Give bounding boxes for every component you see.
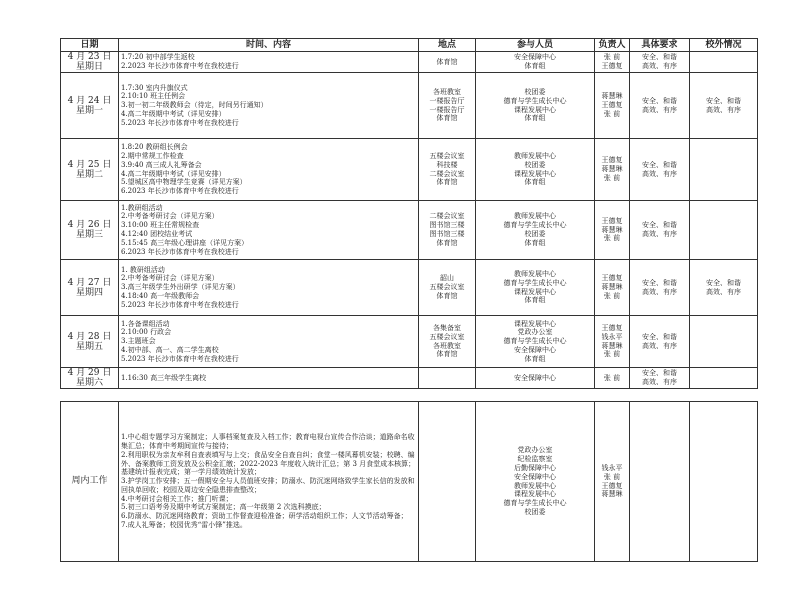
participant-entry: 体育组 — [524, 178, 546, 187]
requirement-entry: 高效、有序 — [642, 378, 677, 386]
header-date: 日期 — [61, 39, 119, 52]
participant-entry: 德育与学生成长中心 — [503, 278, 567, 287]
week-participant-entry: 后勤保障中心 — [514, 463, 556, 472]
header-place: 地点 — [419, 39, 476, 52]
day-weekday: 星期日 — [75, 62, 103, 72]
day-owners-cell — [595, 139, 630, 201]
schedule-item: 5.望城区高中物理学生竞赛（详见方案） — [121, 178, 247, 187]
day-items-cell — [119, 139, 419, 201]
schedule-item: 2.10:00 行政会 — [121, 328, 172, 337]
day-row — [61, 368, 758, 389]
day-date: 4 月 27 日 — [67, 277, 112, 288]
day-weekday: 星期五 — [75, 341, 103, 352]
place-entry: 各班教室 — [433, 341, 461, 350]
day-participants-cell — [476, 368, 595, 389]
owner-entry: 蒋慧琳 — [601, 92, 623, 101]
owner-entry: 钱永平 — [601, 332, 623, 341]
schedule-item: 1.8:20 教研组长例会 — [121, 143, 188, 152]
day-outside-cell — [690, 260, 758, 316]
day-date: 4 月 29 日 — [67, 368, 112, 378]
place-entry: 图书馆三楼 — [429, 230, 465, 238]
header-owner: 负责人 — [595, 39, 630, 52]
participant-entry: 课程发展中心 — [514, 319, 556, 328]
place-entry: 五楼会议室 — [429, 283, 465, 292]
day-items-cell — [119, 52, 419, 73]
day-participants-cell — [476, 260, 595, 316]
owner-entry: 张 前 — [603, 291, 621, 300]
requirement-entry: 高效、有序 — [642, 105, 677, 114]
day-weekday: 星期三 — [75, 230, 103, 240]
day-outside-cell — [690, 368, 758, 389]
requirement-entry: 高效、有序 — [642, 230, 677, 238]
participant-entry: 教师发展中心 — [514, 269, 556, 278]
day-weekday: 星期二 — [75, 169, 103, 180]
schedule-item: 4.18:40 高一年级教师会 — [121, 291, 200, 300]
week-participant-entry: 党政办公室 — [517, 446, 553, 455]
day-items-cell — [119, 73, 419, 139]
participant-entry: 安全保障中心 — [514, 345, 556, 354]
week-work-item: 2.利用职权为亲友牟利自查表填写与上交；食品安全自查自纠；食堂一楼风幕机安装；校聘、编外、备案教师工资发放及公积金汇缴；2022-2023 年度收入统计汇总；第 3 月食堂成本核算；基建统计报表完成；第一学月绩效统计发放； — [121, 450, 416, 477]
requirement-entry: 高效、有序 — [642, 341, 677, 350]
week-participant-entry: 教师发展中心 — [514, 481, 556, 490]
schedule-item: 1.各备课组活动 — [121, 319, 170, 328]
outside-entry: 高效、有序 — [706, 287, 741, 296]
day-date-cell — [61, 139, 119, 201]
day-requirements-cell — [630, 139, 690, 201]
schedule-item: 5.2023 年长沙市体育中考在我校进行 — [121, 118, 239, 127]
place-entry: 韶山 — [440, 274, 454, 283]
day-weekday: 星期六 — [75, 378, 103, 388]
place-entry: 各集备室 — [433, 323, 461, 332]
day-date: 4 月 24 日 — [67, 95, 112, 106]
day-items-cell — [119, 201, 419, 260]
week-owner-entry: 蒋慧琳 — [601, 490, 623, 499]
day-date: 4 月 23 日 — [67, 52, 112, 62]
day-outside-cell — [690, 73, 758, 139]
day-places-cell — [419, 52, 476, 73]
participant-entry: 德育与学生成长中心 — [503, 337, 567, 346]
owner-entry: 王德复 — [601, 62, 623, 70]
schedule-item: 4.高二年级期中考试（详见安排） — [121, 109, 226, 118]
schedule-item: 1.7:20 初中部学生返校 — [121, 53, 195, 62]
requirement-entry: 安全、和谐 — [642, 221, 677, 230]
owner-entry: 王德复 — [601, 101, 623, 110]
week-owner-entry: 钱永平 — [601, 463, 623, 472]
place-entry: 体育馆 — [436, 350, 458, 359]
schedule-item: 4.高二年级期中考试（详见安排） — [121, 169, 226, 178]
day-requirements-cell — [630, 73, 690, 139]
day-outside-cell — [690, 316, 758, 368]
header-row — [61, 39, 758, 52]
owner-entry: 蒋慧琳 — [601, 165, 623, 174]
requirement-entry: 安全、和谐 — [642, 96, 677, 105]
schedule-item: 5.2023 年长沙市体育中考在我校进行 — [121, 300, 239, 309]
schedule-item: 1.7:30 室内升旗仪式 — [121, 83, 188, 92]
day-date: 4 月 28 日 — [67, 331, 112, 342]
day-participants-cell — [476, 139, 595, 201]
owner-entry: 张 前 — [603, 53, 621, 62]
owner-entry: 王德复 — [601, 156, 623, 165]
day-weekday: 星期四 — [75, 287, 103, 298]
daily-schedule-table — [60, 38, 758, 389]
place-entry: 一楼报告厅 — [429, 96, 465, 105]
requirement-entry: 高效、有序 — [642, 169, 677, 178]
week-work-item: 4.中考研讨会相关工作；推门听课； — [121, 494, 233, 503]
schedule-item: 2.中考备考研讨会（详见方案） — [121, 274, 219, 283]
week-work-item: 1.中心组专题学习方案制定；人事档案复查及入档工作；教育电视台宣传合作洽谈；道路命名收集汇总；体育中考期间宣传与接待； — [121, 433, 415, 450]
days-body — [61, 52, 758, 389]
outside-entry: 安全、和谐 — [706, 96, 741, 105]
owner-entry: 张 前 — [603, 173, 621, 182]
schedule-item: 4.12:40 团校结业考试 — [121, 230, 193, 238]
schedule-item: 2.中考备考研讨会（详见方案） — [121, 212, 219, 221]
participant-entry: 安全保障中心 — [514, 373, 556, 382]
day-places-cell — [419, 139, 476, 201]
requirement-entry: 高效、有序 — [642, 62, 677, 70]
day-date-cell — [61, 260, 119, 316]
week-participant-entry: 校团委 — [524, 507, 546, 516]
header-requirement: 具体要求 — [630, 39, 690, 52]
participant-entry: 课程发展中心 — [514, 169, 556, 178]
week-owner-entry: 王德复 — [601, 481, 623, 490]
day-row — [61, 316, 758, 368]
week-work-requirement — [630, 402, 690, 562]
place-entry: 各班教室 — [433, 87, 461, 96]
schedule-item: 2.期中常规工作检查 — [121, 151, 184, 160]
requirement-entry: 高效、有序 — [642, 287, 677, 296]
day-row — [61, 52, 758, 73]
participant-entry: 校团委 — [524, 87, 546, 96]
place-entry: 体育馆 — [436, 238, 458, 247]
participant-entry: 德育与学生成长中心 — [503, 221, 567, 230]
day-outside-cell — [690, 52, 758, 73]
place-entry: 五楼会议室 — [429, 151, 465, 160]
day-participants-cell — [476, 52, 595, 73]
day-places-cell — [419, 260, 476, 316]
requirement-entry: 安全、和谐 — [642, 332, 677, 341]
day-items-cell — [119, 260, 419, 316]
week-participant-entry: 安全保障中心 — [514, 472, 556, 481]
schedule-item: 5.2023 年长沙市体育中考在我校进行 — [121, 354, 239, 363]
owner-entry: 王德复 — [601, 216, 623, 225]
owner-entry: 蒋慧琳 — [601, 225, 623, 234]
place-entry: 二楼会议室 — [429, 169, 465, 178]
participant-entry: 体育组 — [524, 354, 546, 363]
schedule-item: 2.10:10 班主任例会 — [121, 92, 186, 101]
day-requirements-cell — [630, 368, 690, 389]
day-requirements-cell — [630, 201, 690, 260]
owner-entry: 王德复 — [601, 323, 623, 332]
owner-entry: 王德复 — [601, 274, 623, 283]
owner-entry: 蒋慧琳 — [601, 283, 623, 292]
owner-entry: 张 前 — [603, 234, 621, 243]
schedule-item: 3.10:00 班主任常规检查 — [121, 221, 200, 230]
week-work-item: 3.护学岗工作安排；五一假期安全与人员值班安排；防溺水、防沉迷网络致学生家长信的发放和回执单回收；校园及周边安全隐患排查整改； — [121, 477, 415, 494]
week-work-item: 6.防溺水、防沉迷网络教育；资助工作督查迎检准备；研学活动组织工作；人文节活动筹备； — [121, 512, 408, 521]
day-requirements-cell — [630, 316, 690, 368]
place-entry: 二楼会议室 — [429, 212, 465, 221]
week-work-owners — [595, 402, 630, 562]
place-entry: 体育馆 — [436, 57, 458, 66]
week-work-label: 周内工作 — [61, 402, 119, 562]
day-requirements-cell — [630, 52, 690, 73]
owner-entry: 蒋慧琳 — [601, 341, 623, 350]
schedule-item: 3.高三年级学生外出研学（详见方案） — [121, 283, 240, 292]
participant-entry: 体育组 — [524, 114, 546, 123]
participant-entry: 体育组 — [524, 62, 546, 70]
place-entry: 体育馆 — [436, 178, 458, 187]
day-date-cell — [61, 368, 119, 389]
day-row — [61, 73, 758, 139]
day-owners-cell — [595, 73, 630, 139]
place-entry: 体育馆 — [436, 291, 458, 300]
day-weekday: 星期一 — [75, 105, 103, 116]
week-work-outside — [690, 402, 758, 562]
place-entry: 一楼报告厅 — [429, 105, 465, 114]
day-participants-cell — [476, 316, 595, 368]
day-date-cell — [61, 201, 119, 260]
week-work-table — [60, 401, 758, 562]
day-owners-cell — [595, 52, 630, 73]
participant-entry: 德育与学生成长中心 — [503, 96, 567, 105]
day-participants-cell — [476, 73, 595, 139]
participant-entry: 体育组 — [524, 238, 546, 247]
day-places-cell — [419, 201, 476, 260]
schedule-item: 4.初中部、高一、高二学生离校 — [121, 345, 219, 354]
owner-entry: 张 前 — [603, 350, 621, 359]
requirement-entry: 安全、和谐 — [642, 278, 677, 287]
participant-entry: 党政办公室 — [517, 328, 553, 337]
requirement-entry: 安全、和谐 — [642, 53, 677, 62]
day-row — [61, 139, 758, 201]
week-work-row — [61, 402, 758, 562]
day-owners-cell — [595, 260, 630, 316]
schedule-item: 1. 教研组活动 — [121, 265, 165, 274]
participant-entry: 校团委 — [524, 160, 546, 169]
header-participants: 参与人员 — [476, 39, 595, 52]
outside-entry: 安全、和谐 — [706, 278, 741, 287]
week-work-place — [419, 402, 476, 562]
week-work-participants — [476, 402, 595, 562]
schedule-item: 3.主题班会 — [121, 337, 156, 346]
participant-entry: 教师发展中心 — [514, 212, 556, 221]
outside-entry: 高效、有序 — [706, 105, 741, 114]
day-places-cell — [419, 368, 476, 389]
day-owners-cell — [595, 201, 630, 260]
participant-entry: 课程发展中心 — [514, 105, 556, 114]
place-entry: 图书馆三楼 — [429, 221, 465, 230]
participant-entry: 课程发展中心 — [514, 287, 556, 296]
place-entry: 体育馆 — [436, 114, 458, 123]
owner-entry: 张 前 — [603, 373, 621, 382]
schedule-item: 3.9:40 高三成人礼筹备会 — [121, 160, 202, 169]
place-entry: 科技楼 — [436, 160, 458, 169]
week-participant-entry: 德育与学生成长中心 — [503, 499, 567, 508]
day-places-cell — [419, 316, 476, 368]
requirement-entry: 安全、和谐 — [642, 160, 677, 169]
day-participants-cell — [476, 201, 595, 260]
participant-entry: 安全保障中心 — [514, 53, 556, 62]
day-items-cell — [119, 368, 419, 389]
owner-entry: 张 前 — [603, 109, 621, 118]
schedule-item: 5.15:45 高三年级心理讲座（详见方案） — [121, 238, 249, 247]
participant-entry: 体育组 — [524, 296, 546, 305]
day-row — [61, 260, 758, 316]
day-outside-cell — [690, 139, 758, 201]
place-entry: 五楼会议室 — [429, 332, 465, 341]
day-owners-cell — [595, 316, 630, 368]
week-work-item: 7.成人礼筹备；校园优秀“雷小锋”推选。 — [121, 521, 247, 530]
week-work-item: 5.初三口语考务及期中考试方案制定；高一年级第 2 次选科摸底； — [121, 503, 326, 512]
schedule-item: 2.2023 年长沙市体育中考在我校进行 — [121, 62, 239, 70]
week-work-items — [119, 402, 419, 562]
day-row — [61, 201, 758, 260]
schedule-sheet — [60, 38, 757, 562]
day-requirements-cell — [630, 260, 690, 316]
day-date-cell — [61, 52, 119, 73]
schedule-item: 6.2023 年长沙市体育中考在我校进行 — [121, 247, 239, 256]
participant-entry: 教师发展中心 — [514, 151, 556, 160]
day-date-cell — [61, 73, 119, 139]
week-owner-entry: 张 前 — [603, 472, 621, 481]
week-participant-entry: 纪检监察室 — [517, 455, 553, 464]
day-items-cell — [119, 316, 419, 368]
week-participant-entry: 课程发展中心 — [514, 490, 556, 499]
schedule-item: 1.教研组活动 — [121, 203, 163, 212]
header-content: 时间、内容 — [119, 39, 419, 52]
requirement-entry: 安全、和谐 — [642, 369, 677, 378]
day-owners-cell — [595, 368, 630, 389]
schedule-item: 1.16:30 高三年级学生离校 — [121, 373, 207, 382]
participant-entry: 校团委 — [524, 230, 546, 238]
day-places-cell — [419, 73, 476, 139]
day-date-cell — [61, 316, 119, 368]
schedule-item: 6.2023 年长沙市体育中考在我校进行 — [121, 187, 239, 196]
day-date: 4 月 25 日 — [67, 159, 112, 170]
header-outside: 校外情况 — [690, 39, 758, 52]
schedule-item: 3.初一初二年级教师会（待定，时间另行通知） — [121, 101, 268, 110]
day-outside-cell — [690, 201, 758, 260]
day-date: 4 月 26 日 — [67, 220, 112, 230]
